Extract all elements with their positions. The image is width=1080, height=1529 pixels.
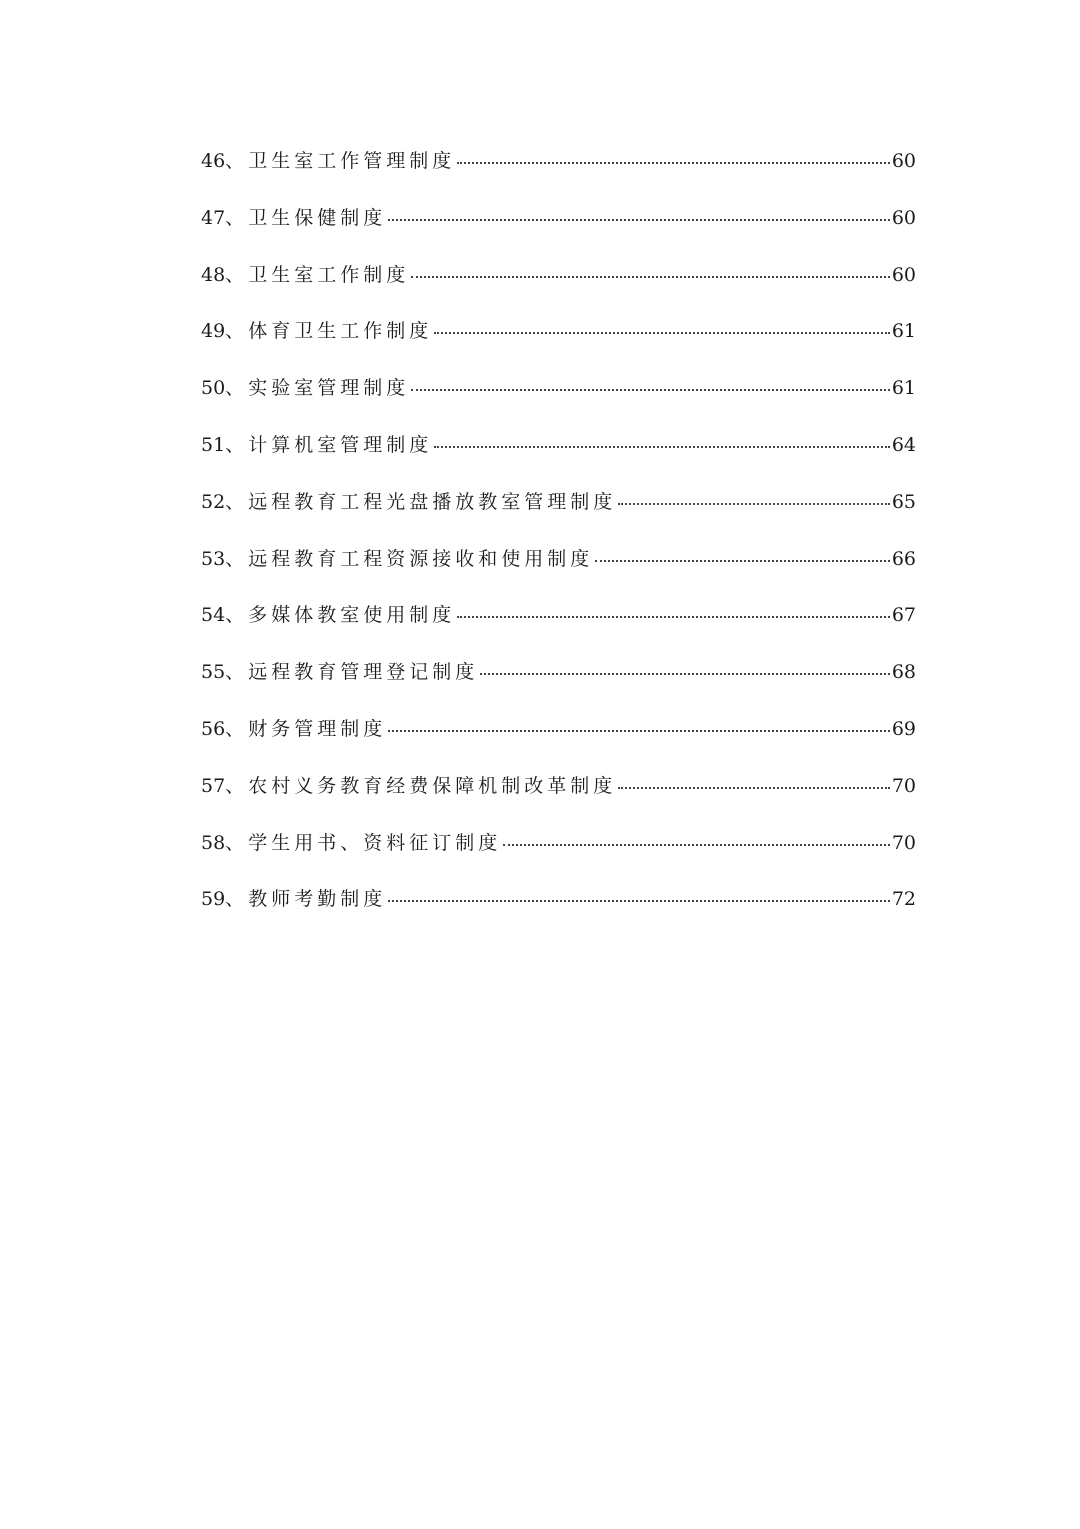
toc-entry-title: 远程教育管理登记制度 xyxy=(248,661,479,684)
toc-entry[interactable] xyxy=(201,594,916,651)
toc-entry-number: 55、 xyxy=(201,661,245,684)
dot-leader xyxy=(457,161,890,164)
toc-entry-number: 51、 xyxy=(201,433,245,456)
dot-leader xyxy=(388,899,890,902)
dot-leader xyxy=(595,559,890,562)
toc-entry-title: 农村义务教育经费保障机制改革制度 xyxy=(248,774,617,797)
toc-entry[interactable] xyxy=(201,140,916,197)
toc-entry-number: 54、 xyxy=(201,604,245,627)
toc-entry[interactable] xyxy=(201,822,916,879)
dot-leader xyxy=(503,843,890,846)
dot-leader xyxy=(388,729,890,732)
dot-leader xyxy=(618,502,890,505)
table-of-contents xyxy=(201,140,916,935)
toc-entry-number: 47、 xyxy=(201,206,245,229)
toc-entry-title: 卫生室工作制度 xyxy=(248,263,410,286)
toc-entry[interactable] xyxy=(201,197,916,254)
dot-leader xyxy=(411,275,890,278)
dot-leader xyxy=(457,615,890,618)
toc-entry-title: 教师考勤制度 xyxy=(248,888,387,911)
toc-entry-page: 61 xyxy=(891,377,916,400)
toc-entry-number: 53、 xyxy=(201,547,245,570)
toc-entry-number: 57、 xyxy=(201,774,245,797)
toc-entry-title: 卫生室工作管理制度 xyxy=(248,150,456,172)
toc-entry-number: 49、 xyxy=(201,320,245,343)
toc-entry-page: 65 xyxy=(891,490,916,513)
toc-entry[interactable] xyxy=(201,708,916,765)
toc-entry-page: 67 xyxy=(891,604,916,627)
dot-leader xyxy=(618,786,890,789)
toc-entry-number: 46、 xyxy=(201,150,245,172)
toc-entry-number: 56、 xyxy=(201,717,245,740)
toc-entry-title: 卫生保健制度 xyxy=(248,206,387,229)
toc-entry-title: 计算机室管理制度 xyxy=(248,433,433,456)
toc-entry[interactable] xyxy=(201,481,916,538)
toc-entry-number: 59、 xyxy=(201,888,245,911)
toc-entry[interactable] xyxy=(201,310,916,367)
toc-entry-page: 60 xyxy=(891,150,916,172)
toc-entry-page: 72 xyxy=(891,888,916,911)
dot-leader xyxy=(434,331,890,334)
toc-entry-page: 70 xyxy=(891,831,916,854)
toc-entry[interactable] xyxy=(201,878,916,935)
toc-entry-number: 58、 xyxy=(201,831,245,854)
toc-entry[interactable] xyxy=(201,424,916,481)
toc-entry-title: 多媒体教室使用制度 xyxy=(248,604,456,627)
toc-entry[interactable] xyxy=(201,765,916,822)
dot-leader xyxy=(388,218,890,221)
toc-entry[interactable] xyxy=(201,651,916,708)
toc-entry-title: 财务管理制度 xyxy=(248,717,387,740)
toc-entry-number: 50、 xyxy=(201,377,245,400)
toc-entry-page: 68 xyxy=(891,661,916,684)
toc-entry[interactable] xyxy=(201,254,916,311)
toc-entry-page: 69 xyxy=(891,717,916,740)
dot-leader xyxy=(411,388,890,391)
toc-entry-title: 学生用书、资料征订制度 xyxy=(248,831,502,854)
toc-entry-page: 64 xyxy=(891,433,916,456)
toc-entry-title: 体育卫生工作制度 xyxy=(248,320,433,343)
toc-entry-title: 远程教育工程光盘播放教室管理制度 xyxy=(248,490,617,513)
toc-entry-number: 48、 xyxy=(201,263,245,286)
toc-entry-title: 远程教育工程资源接收和使用制度 xyxy=(248,547,594,570)
toc-entry[interactable] xyxy=(201,367,916,424)
toc-entry-page: 66 xyxy=(891,547,916,570)
toc-entry-page: 60 xyxy=(891,206,916,229)
toc-entry-page: 61 xyxy=(891,320,916,343)
dot-leader xyxy=(480,672,890,675)
toc-entry-number: 52、 xyxy=(201,490,245,513)
toc-entry-page: 60 xyxy=(891,263,916,286)
dot-leader xyxy=(434,445,890,448)
toc-entry-title: 实验室管理制度 xyxy=(248,377,410,400)
toc-entry[interactable] xyxy=(201,538,916,595)
toc-entry-page: 70 xyxy=(891,774,916,797)
